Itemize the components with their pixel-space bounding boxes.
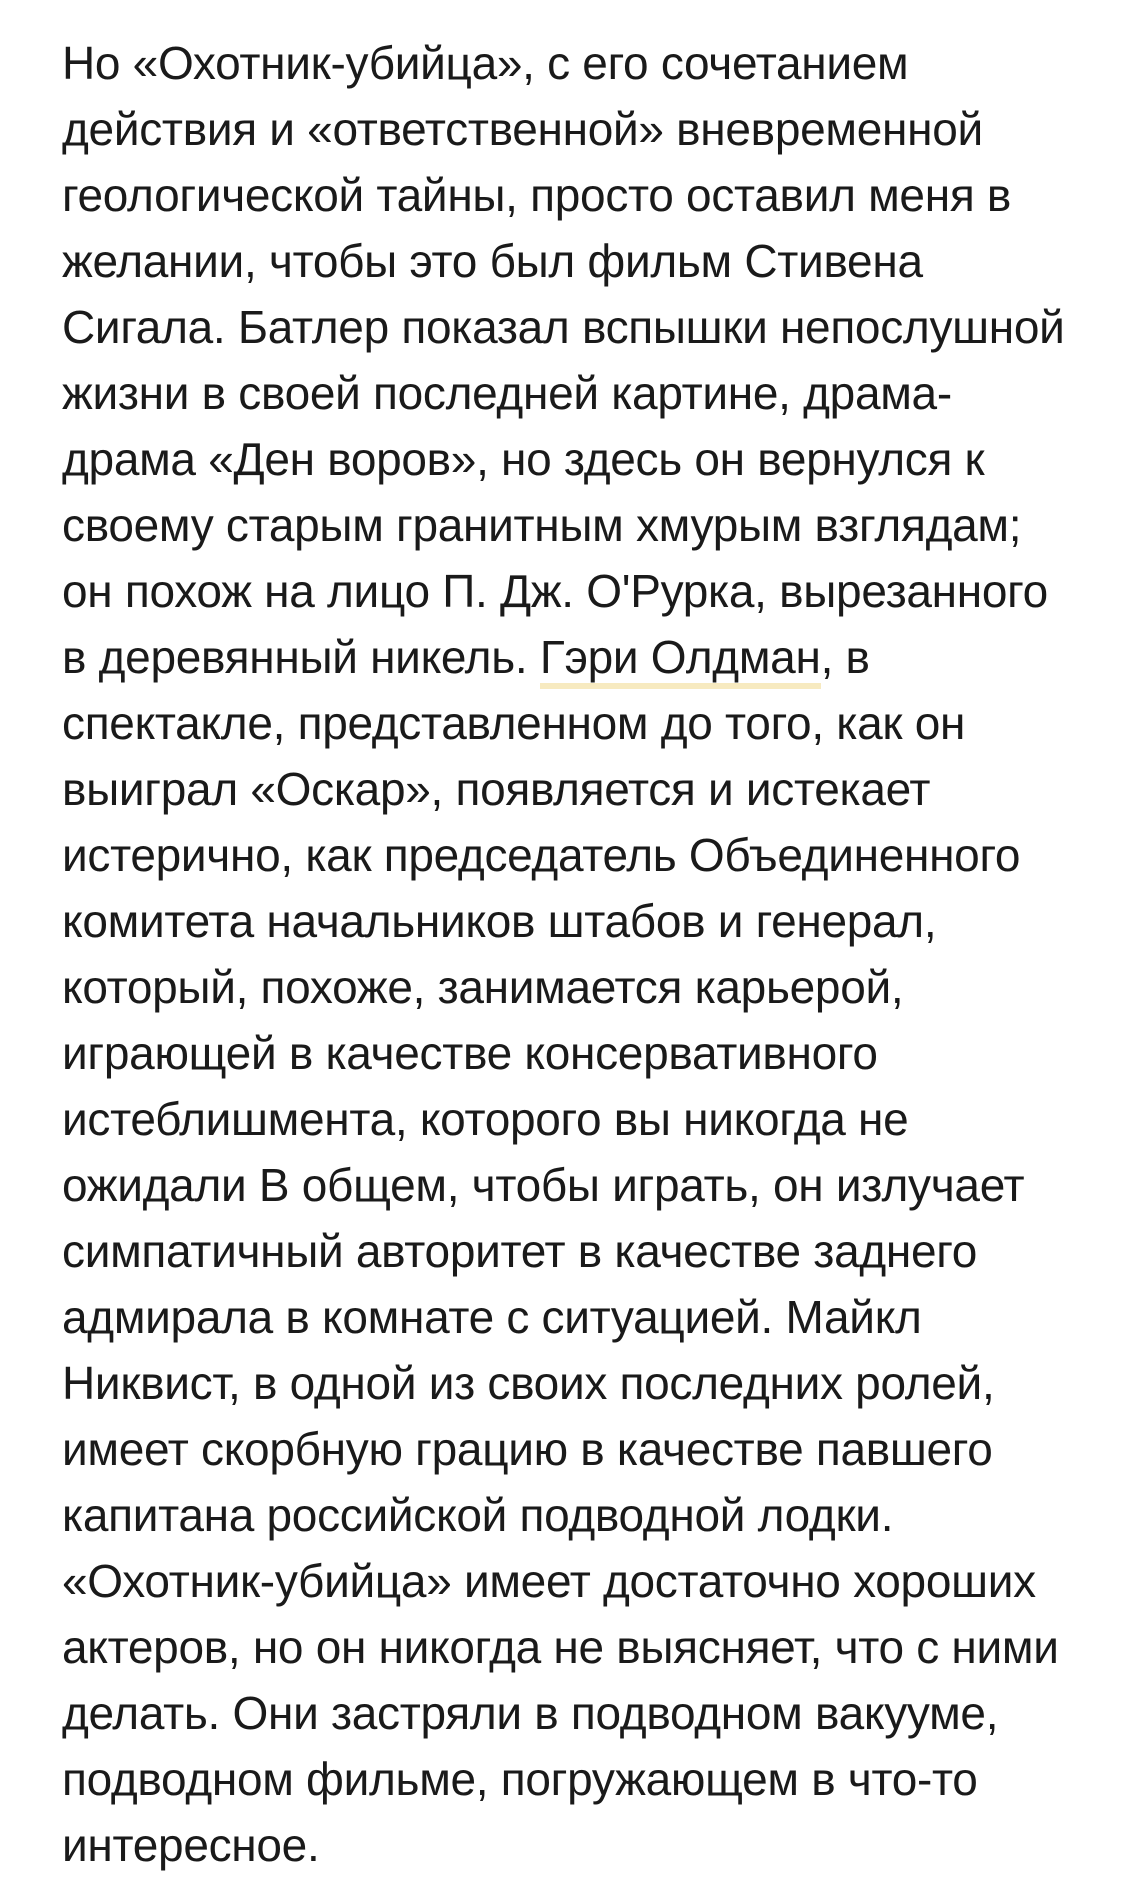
- text-line: геологической тайны, просто оставил меня в: [62, 169, 1012, 221]
- text-line: делать. Они застряли в подводном вакууме,: [62, 1687, 999, 1739]
- gary-oldman-link[interactable]: Гэри Олдман: [540, 631, 821, 689]
- text-line: интересное.: [62, 1819, 320, 1871]
- text-line: капитана российской подводной лодки.: [62, 1489, 894, 1541]
- text-line: Но «Охотник-убийца», с его сочетанием: [62, 37, 909, 89]
- text-line: жизни в своей последней картине, драма-: [62, 367, 952, 419]
- text-line: действия и «ответственной» вневременной: [62, 103, 983, 155]
- text-line: истерично, как председатель Объединенного: [62, 829, 1021, 881]
- text-line: адмирала в комнате с ситуацией. Майкл: [62, 1291, 922, 1343]
- text-line: истеблишмента, которого вы никогда не: [62, 1093, 909, 1145]
- text-line: комитета начальников штабов и генерал,: [62, 895, 937, 947]
- text-line: он похож на лицо П. Дж. О'Рурка, вырезанного: [62, 565, 1048, 617]
- text-segment: , в: [820, 631, 870, 683]
- text-line-with-link: [62, 624, 1102, 690]
- text-line: имеет скорбную грацию в качестве павшего: [62, 1423, 993, 1475]
- text-line: актеров, но он никогда не выясняет, что с ними: [62, 1621, 1059, 1673]
- text-line: Сигала. Батлер показал вспышки непослушной: [62, 301, 1065, 353]
- article-body: [62, 30, 1102, 1878]
- text-line: драма «Ден воров», но здесь он вернулся к: [62, 433, 985, 485]
- text-line: подводном фильме, погружающем в что-то: [62, 1753, 978, 1805]
- text-line: спектакле, представленном до того, как он: [62, 697, 966, 749]
- text-line: симпатичный авторитет в качестве заднего: [62, 1225, 978, 1277]
- text-line: желании, чтобы это был фильм Стивена: [62, 235, 923, 287]
- text-line: своему старым гранитным хмурым взглядам;: [62, 499, 1022, 551]
- text-line: который, похоже, занимается карьерой,: [62, 961, 904, 1013]
- text-line: играющей в качестве консервативного: [62, 1027, 878, 1079]
- text-line: Никвист, в одной из своих последних ролей,: [62, 1357, 995, 1409]
- text-line: ожидали В общем, чтобы играть, он излучает: [62, 1159, 1025, 1211]
- text-line: выиграл «Оскар», появляется и истекает: [62, 763, 931, 815]
- text-segment: в деревянный никель.: [62, 631, 528, 683]
- text-line: «Охотник-убийца» имеет достаточно хороших: [62, 1555, 1036, 1607]
